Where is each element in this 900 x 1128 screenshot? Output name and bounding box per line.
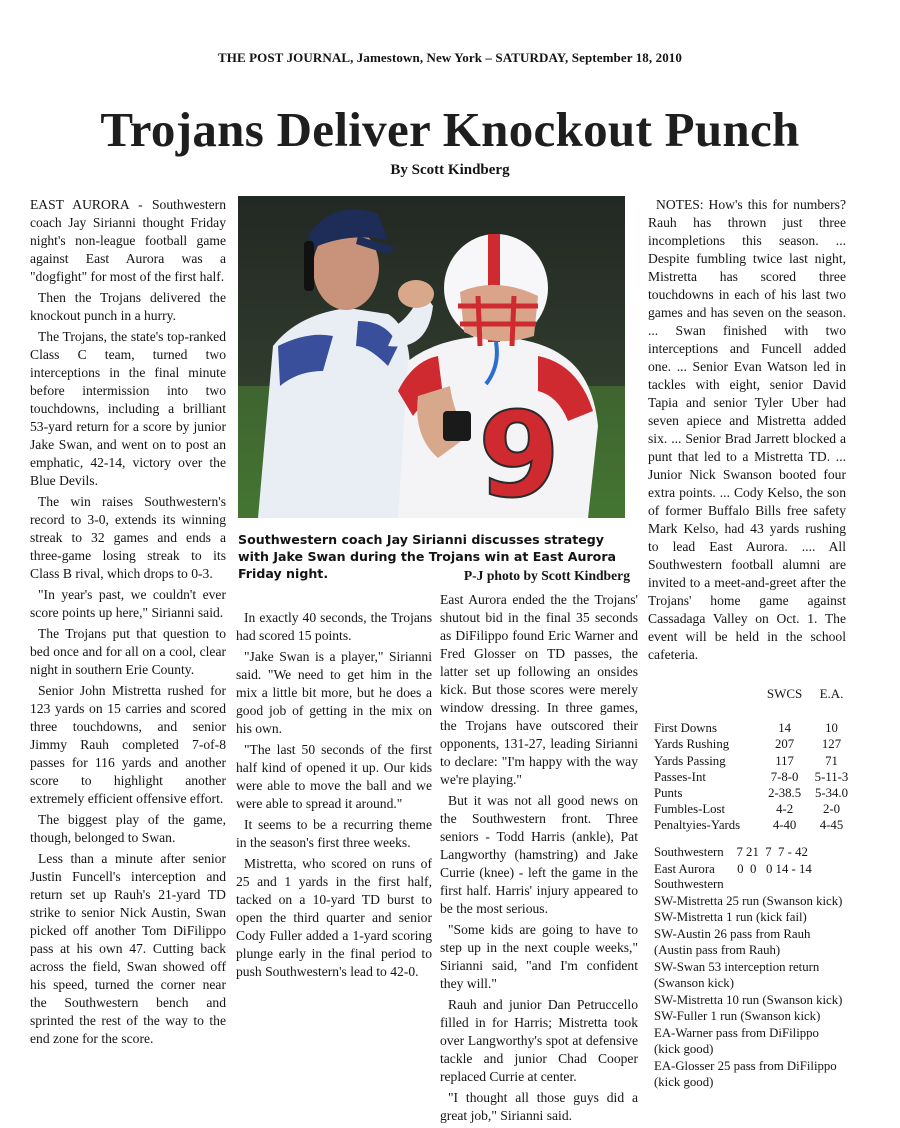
stats-table [654,686,854,834]
article-column-3 [440,591,638,1128]
paragraph: In exactly 40 seconds, the Trojans had scored 15 points. [236,610,432,643]
scoring-line: (Austin pass from Rauh) [654,943,781,957]
paragraph: Senior John Mistretta rushed for 123 yards on 15 carries and scored three touchdowns, and senior Jimmy Rauh completed 7-of-8 passes for 116 yards and another score to highlight another extremely efficient offensive effort. [30,683,226,806]
scoring-line: SW-Mistretta 25 run (Swanson kick) [654,893,843,908]
team-stats [654,686,854,834]
scoring-line: Southwestern [654,877,724,891]
stats-team2-header: E.A. [819,686,844,701]
stat-label: Penaltyies-Yards [654,818,741,833]
headline: Trojans Deliver Knockout Punch [100,102,800,157]
scoring-line: (kick good) [654,1042,714,1056]
line-score [654,844,854,877]
stat-value-swcs: 4-2 [776,802,794,817]
stats-header-row [654,686,854,720]
stat-value-swcs: 7-8-0 [770,769,799,784]
jersey-number: 9 [478,386,561,518]
stats-row [654,817,854,833]
stat-value-ea: 127 [821,737,842,752]
article-column-1 [30,196,226,1051]
photo-illustration [238,196,625,518]
stat-label: Punts [654,786,683,801]
scoring-line: SW-Fuller 1 run (Swanson kick) [654,1009,821,1023]
stat-value-ea: 10 [825,721,838,736]
paragraph: The Trojans, the state's top-ranked Class C team, turned two interceptions in the final minute before intermission into two touchdowns, including a brilliant 53-yard return for a score by junior Jake Swan, and went on to post an emphatic, 42-14, victory over the Blue Devils. [30,329,226,488]
scoring-line: (kick good) [654,1075,714,1089]
paragraph: EAST AURORA - Southwestern coach Jay Sirianni thought Friday night's non-league football game against East Aurora was a "dogfight" for most of the first half. [30,197,226,284]
photo-credit: P-J photo by Scott Kindberg [463,568,630,583]
stats-row [654,785,854,801]
paragraph: "I thought all those guys did a great job," Sirianni said. [440,1090,638,1123]
stat-value-swcs: 14 [778,721,791,736]
scoring-line: SW-Mistretta 1 run (kick fail) [654,910,807,924]
stat-value-ea: 71 [825,753,838,768]
scoring-line: SW-Mistretta 10 run (Swanson kick) [654,992,843,1007]
dateline: THE POST JOURNAL, Jamestown, New York – SATURDAY, September 18, 2010 [218,50,682,65]
paragraph: "Jake Swan is a player," Sirianni said. "We need to get him in the mix a little bit more, but he does a good job of getting in the mix on his own. [236,649,432,736]
paragraph: Mistretta, who scored on runs of 25 and 1 yards in the first half, tacked on a 10-yard TD burst to open the third quarter and senior Cody Fuller added a 1-yard scoring plunge early in the final period to push Southwestern's lead to 42-0. [236,856,432,979]
stat-value-ea: 5-11-3 [814,769,849,784]
scoring-line: EA-Warner pass from DiFilippo [654,1025,819,1040]
stat-label: Yards Passing [654,753,726,768]
stat-value-swcs: 207 [775,737,795,752]
paragraph: Less than a minute after senior Justin Funcell's interception and return set up Rauh's 21-yard TD strike to senior Nick Austin, Swan picked off another Tom DiFilippo pass at his own 47. Cutting back across the field, Swan showed off his speed, turned the corner near the Southwestern bench and sprinted the rest of the way to the end zone for the score. [30,851,226,1046]
stats-row [654,769,854,785]
article-column-2 [236,609,432,984]
scoring-line: SW-Austin 26 pass from Rauh [654,926,811,941]
stat-label: Fumbles-Lost [654,802,726,817]
stat-value-swcs: 117 [775,753,794,768]
paragraph: "The last 50 seconds of the first half kind of opened it up. Our kids were able to move the ball and we were able to spread it around." [236,742,432,811]
stats-row [654,801,854,817]
stats-team1-header: SWCS [766,686,803,701]
stat-value-ea: 5-34.0 [814,786,849,801]
scoring-line: (Swanson kick) [654,976,734,990]
paragraph: The Trojans put that question to bed once and for all on a cool, clear night in southern Erie County. [30,626,226,677]
paragraph: The biggest play of the game, though, belonged to Swan. [30,812,226,845]
stat-value-swcs: 4-40 [772,818,797,833]
stat-value-ea: 2-0 [822,802,841,817]
stat-label: Yards Rushing [654,737,730,752]
photo-caption: Southwestern coach Jay Sirianni discusses strategy with Jake Swan during the Trojans win at East Aurora Friday night. [238,532,617,581]
line-score-east-aurora: East Aurora 0 0 0 14 - 14 [654,861,812,876]
paragraph: Then the Trojans delivered the knockout punch in a hurry. [30,290,226,323]
scoring-line: EA-Glosser 25 pass from DiFilippo [654,1058,837,1073]
scoring-summary [654,876,864,1091]
game-photo [238,196,625,518]
paragraph: It seems to be a recurring theme in the season's first three weeks. [236,817,432,850]
paragraph: But it was not all good news on the Southwestern front. Three seniors - Todd Harris (ankle), Pat Langworthy (hamstring) and Jake Currie (knee) - left the game in the first half. Harris' injury appeared to be the most serious. [440,793,638,916]
stats-header-blank [654,686,760,720]
stats-row [654,736,854,752]
paragraph: "Some kids are going to have to step up in the next couple weeks," Sirianni said, "and I'm confident they will." [440,922,638,991]
paragraph: Rauh and junior Dan Petruccello filled in for Harris; Mistretta took over Langworthy's spot at defensive tackle and junior Chad Cooper replaced Currie at center. [440,997,638,1084]
stat-label: First Downs [654,721,717,736]
stat-value-ea: 4-45 [819,818,844,833]
notes-paragraph: NOTES: How's this for numbers? Rauh has thrown just three incompletions this season. ... Despite fumbling twice last night, Mistretta has scored three touchdowns in each of his last two games and has seven on the season. ... Swan finished with two interceptions and Funcell added one. ... Senior Evan Watson led in tackles with eight, senior David Tapia and senior Tyler Uber had seven apiece and Mistretta added six. ... Senior Brad Jarrett blocked a punt that led to a Mistretta TD. ... Junior Nick Swanson booted four extra points. ... Cody Kelso, the son of former Buffalo Bills free safety Mark Kelso, had 43 yards rushing to lead East Aurora. .... All Southwestern football alumni are invited to a meet-and-greet after the Trojans' home game against Cassadaga Valley on Oct. 1. The event will be held in the school cafeteria. [648,197,846,662]
article-column-4 [648,196,846,667]
stat-value-swcs: 2-38.5 [768,786,802,801]
stats-row [654,720,854,736]
scoring-line: SW-Swan 53 interception return [654,959,820,974]
paragraph: "In year's past, we couldn't ever score points up here," Sirianni said. [30,587,226,620]
paragraph: The win raises Southwestern's record to 3-0, extends its winning streak to 32 games and ends a three-game losing streak to its Class B rival, which drops to 0-3. [30,494,226,581]
stat-label: Passes-Int [654,769,706,784]
byline: By Scott Kindberg [390,162,510,178]
paragraph: East Aurora ended the the Trojans' shutout bid in the final 35 seconds as DiFilippo found Eric Warner and Fred Glosser on TD passes, the latter set up following an onsides kick. But those scores were merely window dressing. In three games, the Trojans have outscored their opponents, 131-27, leading Sirianni to declare: "I'm happy with the way we're playing." [440,592,638,787]
stats-row [654,753,854,769]
line-score-southwestern: Southwestern 7 21 7 7 - 42 [654,845,808,859]
